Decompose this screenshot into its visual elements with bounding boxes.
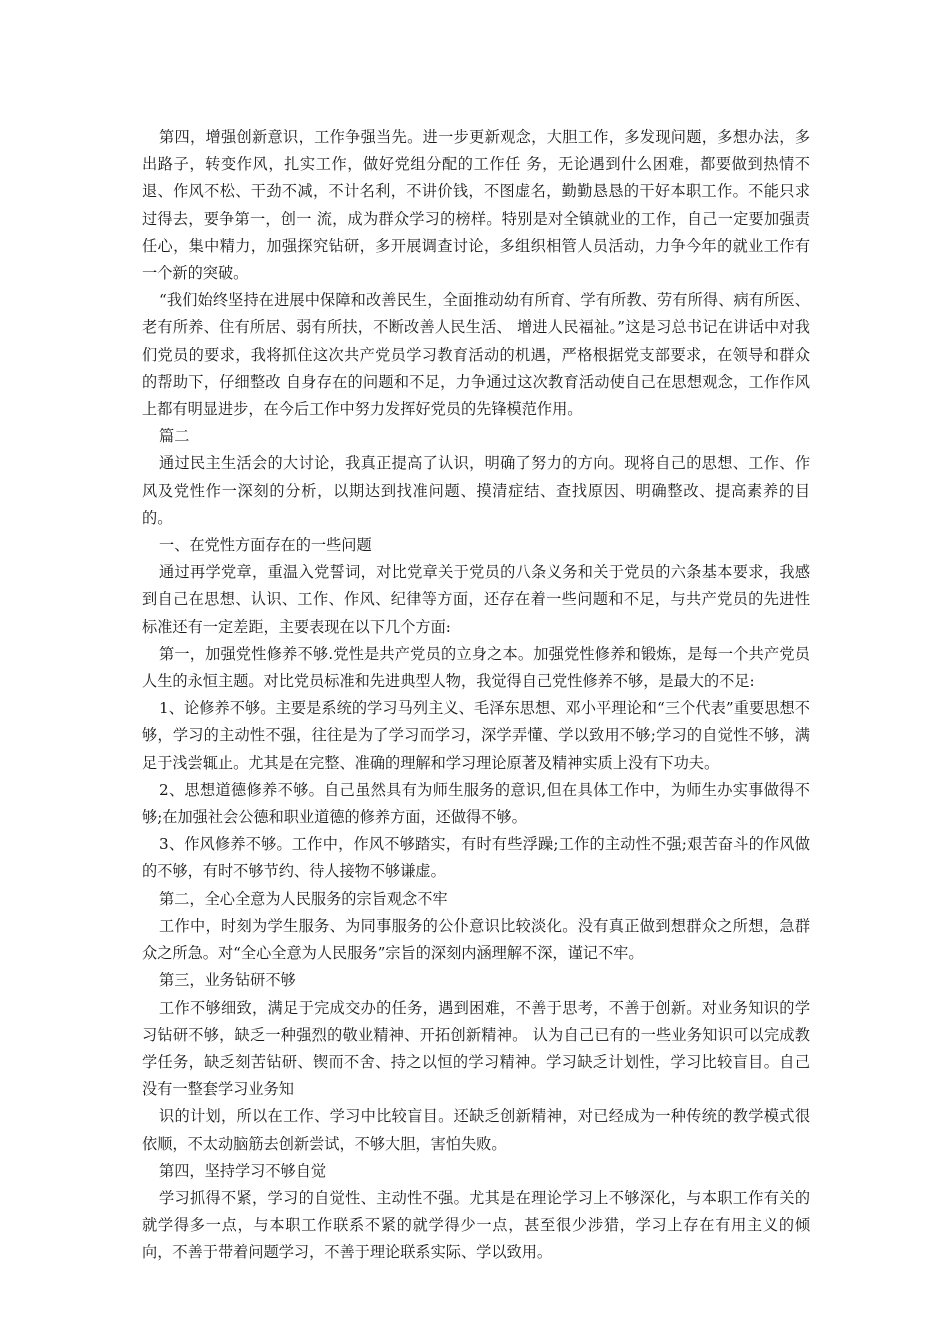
paragraph-intro: 通过民主生活会的大讨论，我真正提高了认识，明确了努力的方向。现将自己的思想、工作、作风及党性作一深刻的分析，以期达到找准问题、摸清症结、查找原因、明确整改、提高素养的目的。 — [142, 454, 810, 527]
paragraph-business: 工作不够细致，满足于完成交办的任务，遇到困难，不善于思考，不善于创新。对业务知识的学习钻研不够，缺乏一种强烈的敬业精神、开拓创新精神。 认为自己已有的一些业务知识可以完成教学任务，缺乏刻苦钻研、锲而不舍、持之以恒的学习精神。学习缺乏计划性，学习比较盲目。自己没有一整套学习业务知 — [142, 998, 810, 1099]
paragraph-innovation: 第四，增强创新意识，工作争强当先。进一步更新观念，大胆工作，多发现问题，多想办法，多出路子，转变作风，扎实工作，做好党组分配的工作任 务，无论遇到什么困难，都要做到热情不退、作风不松、干劲不减，不计名利，不讲价钱，不图虚名，勤勤恳恳的干好本职工作。不能只求过得去，要争第一，创一 流，成为群众学习的榜样。特别是对全镇就业的工作，自己一定要加强责任心，集中精力，加强探究钻研，多开展调查讨论，多组织相管人员活动，力争今年的就业工作有一个新的突破。 — [142, 128, 810, 283]
paragraph-first-point: 第一，加强党性修养不够.党性是共产党员的立身之本。加强党性修养和锻炼，是每一个共产党员人生的永恒主题。对比党员标准和先进典型人物，我觉得自己党性修养不够，是最大的不足: — [142, 644, 810, 691]
subheading-fourth: 第四，坚持学习不够自觉 — [159, 1161, 327, 1180]
document-body — [142, 124, 810, 1267]
section-heading-part-two: 篇二 — [159, 427, 190, 446]
paragraph-quote: “我们始终坚持在进展中保障和改善民生，全面推动幼有所育、学有所教、劳有所得、病有所医、老有所养、住有所居、弱有所扶，不断改善人民生活、 增进人民福祉。”这是习总书记在讲话中对我们党员的要求，我将抓住这次共产党员学习教育活动的机遇，严格根据党支部要求，在领导和群众的帮助下，仔细整改 自身存在的问题和不足，力争通过这次教育活动使自己在思想观念，工作作风上都有明显进步，在今后工作中努力发挥好党员的先锋模范作用。 — [142, 291, 810, 419]
paragraph-study: 学习抓得不紧，学习的自觉性、主动性不强。尤其是在理论学习上不够深化，与本职工作有关的就学得多一点，与本职工作联系不紧的就学得少一点，甚至很少涉猎，学习上存在有用主义的倾向，不善于带着问题学习，不善于理论联系实际、学以致用。 — [142, 1188, 810, 1262]
list-item-theory: 1、论修养不够。主要是系统的学习马列主义、毛泽东思想、邓小平理论和“三个代表”重要思想不够，学习的主动性不强，往往是为了学习而学习，深学弄懂、学以致用不够;学习的自觉性不够，满足于浅尝辄止。尤其是在完整、准确的理解和学习理论原著及精神实质上没有下功夫。 — [142, 699, 810, 772]
paragraph-service: 工作中，时刻为学生服务、为同事服务的公仆意识比较淡化。没有真正做到想群众之所想，急群众之所急。对“全心全意为人民服务”宗旨的深刻内涵理解不深，谨记不牢。 — [142, 916, 810, 963]
subheading-second: 第二，全心全意为人民服务的宗旨观念不牢 — [159, 889, 448, 908]
paragraph-study-charter: 通过再学党章，重温入党誓词，对比党章关于党员的八条义务和关于党员的六条基本要求，我感到自己在思想、认识、工作、作风、纪律等方面，还存在着一些问题和不足，与共产党员的先进性标准还有一定差距，主要表现在以下几个方面: — [142, 563, 810, 636]
list-item-style: 3、作风修养不够。工作中，作风不够踏实，有时有些浮躁;工作的主动性不强;艰苦奋斗的作风做的不够，有时不够节约、待人接物不够谦虚。 — [142, 835, 810, 881]
paragraph-business-continued: 识的计划，所以在工作、学习中比较盲目。还缺乏创新精神，对已经成为一种传统的教学模式很依顺，不太动脑筋去创新尝试，不够大胆，害怕失败。 — [142, 1107, 810, 1153]
section-heading-party-spirit: 一、在党性方面存在的一些问题 — [159, 536, 372, 555]
list-item-morality: 2、思想道德修养不够。自己虽然具有为师生服务的意识,但在具体工作中，为师生办实事做得不够;在加强社会公德和职业道德的修养方面，还做得不够。 — [142, 780, 810, 827]
subheading-third: 第三，业务钻研不够 — [159, 971, 296, 990]
